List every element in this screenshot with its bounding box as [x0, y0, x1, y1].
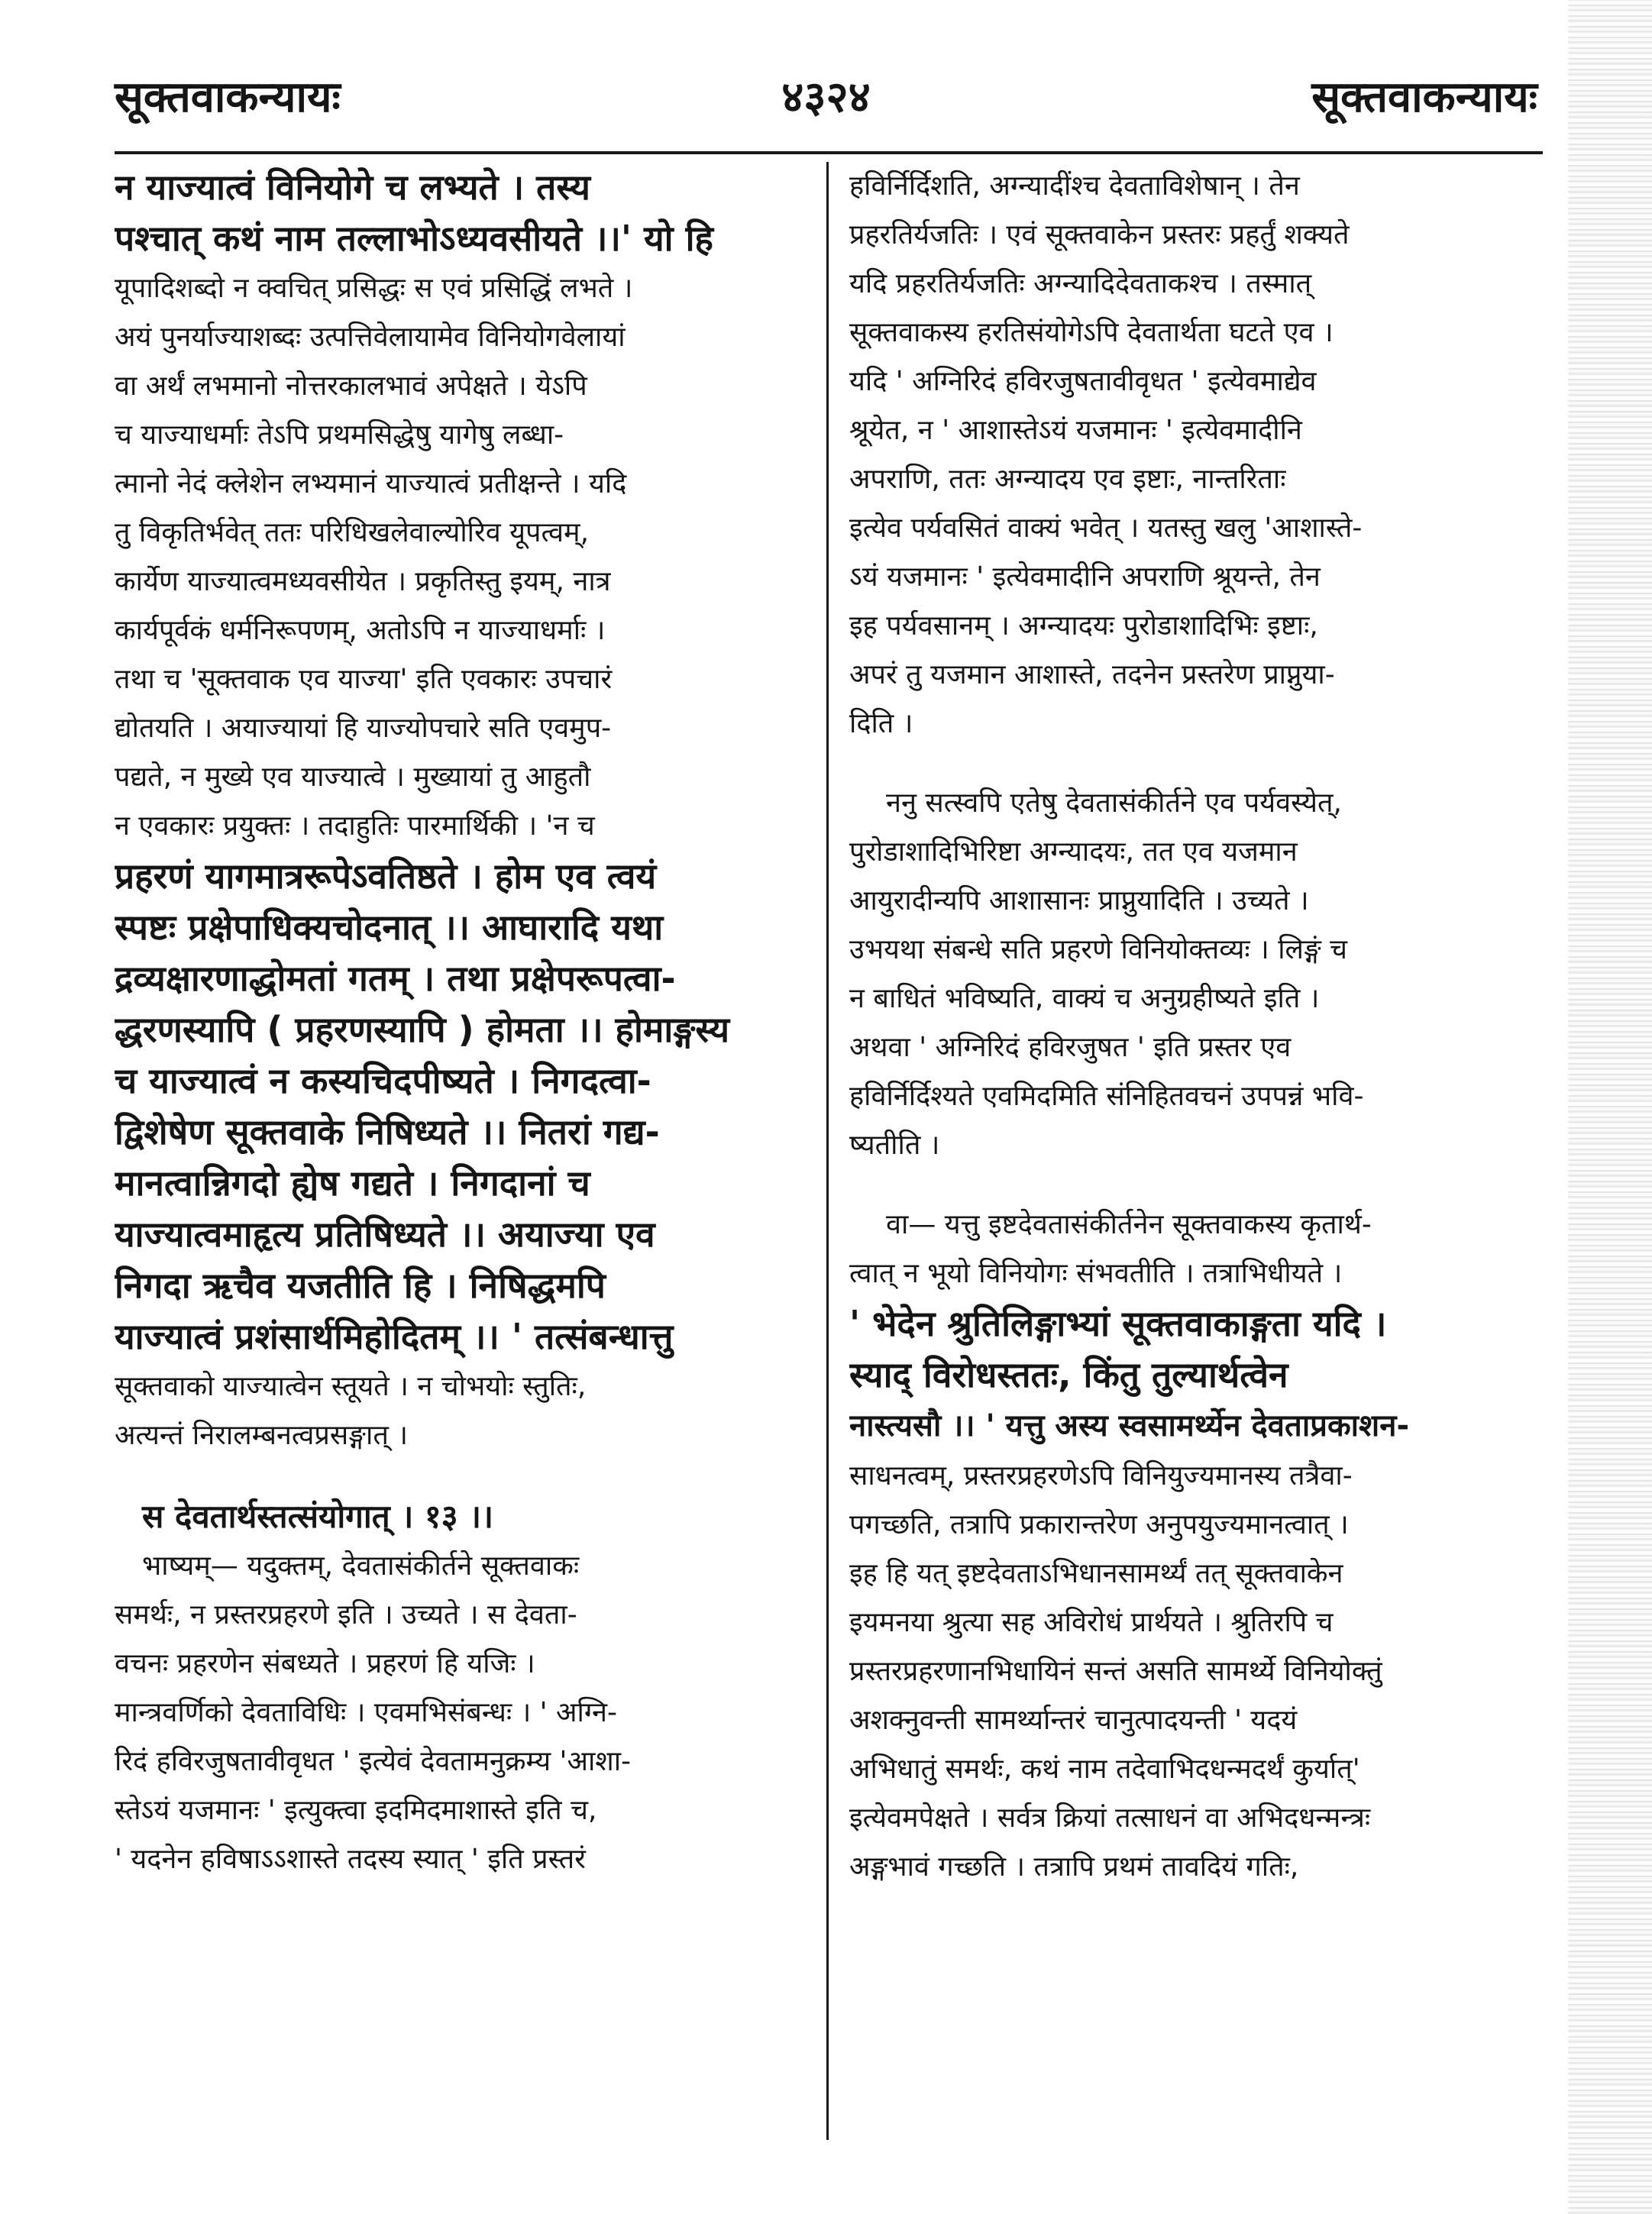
text-line: रिदं हविरजुषतावीवृधत ' इत्येवं देवतामनुक्रम्य 'आशा-	[115, 1746, 632, 1777]
running-title-right: सूक्तवाकन्यायः	[1311, 73, 1537, 122]
text-line: अभिधातुं समर्थः, कथं नाम तदेवाभिदधन्मदर्थं कुर्यात्'	[849, 1753, 1360, 1785]
text-line: ' यदनेन हविषाऽऽशास्ते तदस्य स्यात् ' इति प्रस्तरं	[115, 1844, 586, 1875]
verse-line: नास्त्यसौ ।। ' यत्तु अस्य स्वसामर्थ्येन देवताप्रकाशन-	[849, 1408, 1410, 1443]
text-line: वा अर्थं लभमानो नोत्तरकालभावं अपेक्षते । येऽपि	[115, 370, 587, 402]
text-line: न एवकारः प्रयुक्तः । तदाहुतिः पारमार्थिकी । 'न च	[115, 810, 595, 842]
verse-line: याज्यात्वमाहृत्य प्रतिषिध्यते ।। अयाज्या एव	[115, 1214, 655, 1255]
text-line: समर्थः, न प्रस्तरप्रहरणे इति । उच्यते । स देवता-	[115, 1599, 577, 1631]
text-line: हविर्निर्दिशति, अग्न्यादींश्च देवताविशेषान् । तेन	[849, 170, 1300, 202]
text-line: अथवा ' अग्निरिदं हविरजुषत ' इति प्रस्तर एव	[849, 1032, 1292, 1063]
text-line: सूक्तवाको याज्यात्वेन स्तूयते । न चोभयोः स्तुतिः,	[115, 1371, 587, 1402]
text-line: तु विकृतिर्भवेत् ततः परिधिखलेवाल्योरिव यूपत्वम्,	[115, 517, 590, 548]
text-line: पुरोडाशादिभिरिष्टा अग्न्यादयः, तत एव यजमान	[849, 836, 1298, 868]
text-line: हविर्निर्दिश्यते एवमिदमिति संनिहितवचनं उपपन्नं भवि-	[849, 1081, 1364, 1112]
page-number: ४३२४	[781, 73, 871, 122]
text-line: अशक्नुवन्ती सामर्थ्यान्तरं चानुत्पादयन्ती ' यदयं	[849, 1705, 1298, 1736]
text-line: प्रस्तरप्रहरणानभिधायिनं सन्तं असति सामर्थ्ये विनियोक्तुं	[849, 1656, 1382, 1687]
text-line: त्वात् न भूयो विनियोगः संभवतीति । तत्राभिधीयते ।	[849, 1258, 1343, 1289]
verse-line: प्रहरणं यागमात्ररूपेऽवतिष्ठते । होम एव त्वयं	[115, 855, 657, 897]
text-line: इत्येवमपेक्षते । सर्वत्र क्रियां तत्साधनं वा अभिदधन्मन्त्रः	[849, 1802, 1371, 1834]
text-line: इह पर्यवसानम् । अग्न्यादयः पुरोडाशादिभिः इष्टाः,	[849, 610, 1318, 642]
text-line: अत्यन्तं निरालम्बनत्वप्रसङ्गात् ।	[115, 1420, 408, 1451]
text-line: अयं पुनर्याज्याशब्दः उत्पत्तिवेलायामेव विनियोगवेलायां	[115, 322, 626, 353]
text-line: पश्चात् कथं नाम तल्लाभोऽध्यवसीयते ।।' यो हि	[115, 218, 713, 259]
text-line: पगच्छति, तत्रापि प्रकारान्तरेण अनुपयुज्यमानत्वात् ।	[849, 1509, 1349, 1540]
text-line: इत्येव पर्यवसितं वाक्यं भवेत् । यतस्तु खलु 'आशास्ते-	[849, 512, 1363, 544]
text-line: ननु सत्स्वपि एतेषु देवतासंकीर्तने एव पर्यवस्येत्,	[886, 787, 1342, 819]
text-line: कार्येण याज्यात्वमध्यवसीयेत । प्रकृतिस्तु इयम्, नात्र	[115, 566, 611, 597]
text-line: सूक्तवाकस्य हरतिसंयोगेऽपि देवतार्थता घटते एव ।	[849, 317, 1334, 348]
text-line: कार्यपूर्वकं धर्मनिरूपणम्, अतोऽपि न याज्याधर्माः ।	[115, 615, 606, 646]
text-line: यदि ' अग्निरिदं हविरजुषतावीवृधत ' इत्येवमाद्येव	[849, 366, 1317, 397]
text-line: द्योतयति । अयाज्यायां हि याज्योपचारे सति एवमुप-	[115, 713, 612, 744]
text-line: उभयथा संबन्धे सति प्रहरणे विनियोक्तव्यः । लिङ्गं च	[849, 934, 1348, 965]
header-rule	[115, 151, 1543, 154]
text-line: च याज्याधर्माः तेऽपि प्रथमसिद्धेषु यागेषु लब्धा-	[115, 419, 564, 451]
verse-line: निगदा ऋचैव यजतीति हि । निषिद्धमपि	[115, 1265, 606, 1306]
sutra-heading: स देवतार्थस्तत्संयोगात् । १३ ।।	[142, 1498, 494, 1535]
spacer	[115, 1460, 802, 1491]
text-line: इयमनया श्रुत्या सह अविरोधं प्रार्थयते । श्रुतिरपि च	[849, 1607, 1334, 1638]
text-line: भाष्यम्— यदुक्तम्, देवतासंकीर्तने सूक्तवाकः	[142, 1550, 580, 1582]
text-line: त्मानो नेदं क्लेशेन लभ्यमानं याज्यात्वं प्रतीक्षन्ते । यदि	[115, 468, 627, 499]
text-line: प्रहरतिर्यजतिः । एवं सूक्तवाकेन प्रस्तरः प्रहर्तुं शक्यते	[849, 219, 1350, 250]
text-line: अपराणि, ततः अग्न्यादय एव इष्टाः, नान्तरिताः	[849, 464, 1286, 495]
text-line: यदि प्रहरतिर्यजतिः अग्न्यादिदेवताकश्च । तस्मात्	[849, 268, 1312, 299]
text-line: दिति ।	[849, 708, 913, 739]
verse-line: स्याद् विरोधस्ततः, किंतु तुल्यार्थत्वेन	[849, 1354, 1288, 1395]
text-line: मान्त्रवर्णिको देवताविधिः । एवमभिसंबन्धः । ' अग्नि-	[115, 1697, 617, 1728]
text-line: वचनः प्रहरणेन संबध्यते । प्रहरणं हि यजिः ।	[115, 1648, 535, 1679]
text-line: अङ्गभावं गच्छति । तत्रापि प्रथमं तावदियं गतिः,	[849, 1851, 1299, 1883]
text-line: श्रूयेत, न ' आशास्तेऽयं यजमानः ' इत्येवमादीनि	[849, 415, 1302, 446]
spacer	[849, 1170, 1537, 1201]
text-line: पद्यते, न मुख्ये एव याज्यात्वे । मुख्यायां तु आहुतौ	[115, 761, 591, 793]
running-title-left: सूक्तवाकन्यायः	[115, 73, 341, 122]
text-line: आयुरादीन्यपि आशासानः प्राप्नुयादिति । उच्यते ।	[849, 885, 1309, 916]
text-line: अपरं तु यजमान आशास्ते, तदनेन प्रस्तरेण प्राप्नुया-	[849, 659, 1335, 690]
left-column	[115, 162, 802, 1884]
verse-line: मानत्वान्निगदो ह्येष गद्यते । निगदानां च	[115, 1162, 590, 1204]
spacer	[849, 748, 1537, 779]
text-line: न याज्यात्वं विनियोगे च लभ्यते । तस्य	[115, 166, 590, 208]
verse-line: द्विशेषेण सूक्तवाके निषिध्यते ।। नितरां गद्य-	[115, 1111, 660, 1152]
verse-line: स्पष्टः प्रक्षेपाधिक्यचोदनात् ।। आघारादि यथा	[115, 907, 664, 948]
right-column	[849, 162, 1537, 1892]
text-line: तथा च 'सूक्तवाक एव याज्या' इति एवकारः उपचारं	[115, 664, 613, 695]
text-line: ष्यतीति ।	[849, 1130, 940, 1161]
verse-line: द्धरणस्यापि ( प्रहरणस्यापि ) होमता ।। होमाङ्गस्य	[115, 1009, 729, 1050]
text-line: स्तेऽयं यजमानः ' इत्युक्त्वा इदमिदमाशास्ते इति च,	[115, 1795, 597, 1826]
text-line: न बाधितं भविष्यति, वाक्यं च अनुग्रहीष्यते इति ।	[849, 983, 1320, 1014]
verse-line: ' भेदेन श्रुतिलिङ्गाभ्यां सूक्तवाकाङ्गता यदि ।	[849, 1303, 1387, 1344]
verse-line: द्रव्यक्षारणाद्धोमतां गतम् । तथा प्रक्षेपरूपत्वा-	[115, 958, 676, 999]
text-line: वा— यत्तु इष्टदेवतासंकीर्तनेन सूक्तवाकस्य कृतार्थ-	[886, 1209, 1372, 1240]
scan-edge-shading	[1568, 0, 1652, 2214]
text-line: ऽयं यजमानः ' इत्येवमादीनि अपराणि श्रूयन्ते, तेन	[849, 561, 1321, 593]
text-line: यूपादिशब्दो न क्वचित् प्रसिद्धः स एवं प्रसिद्धिं लभते ।	[115, 273, 633, 304]
column-divider	[826, 162, 829, 2140]
text-line: इह हि यत् इष्टदेवताऽभिधानसामर्थ्यं तत् सूक्तवाकेन	[849, 1558, 1343, 1589]
text-line: साधनत्वम्, प्रस्तरप्रहरणेऽपि विनियुज्यमानस्य तत्रैवा-	[849, 1460, 1353, 1492]
verse-line: याज्यात्वं प्रशंसार्थमिहोदितम् ।। ' तत्संबन्धात्तु	[115, 1316, 674, 1357]
verse-line: च याज्यात्वं न कस्यचिदपीष्यते । निगदत्वा-	[115, 1060, 651, 1101]
